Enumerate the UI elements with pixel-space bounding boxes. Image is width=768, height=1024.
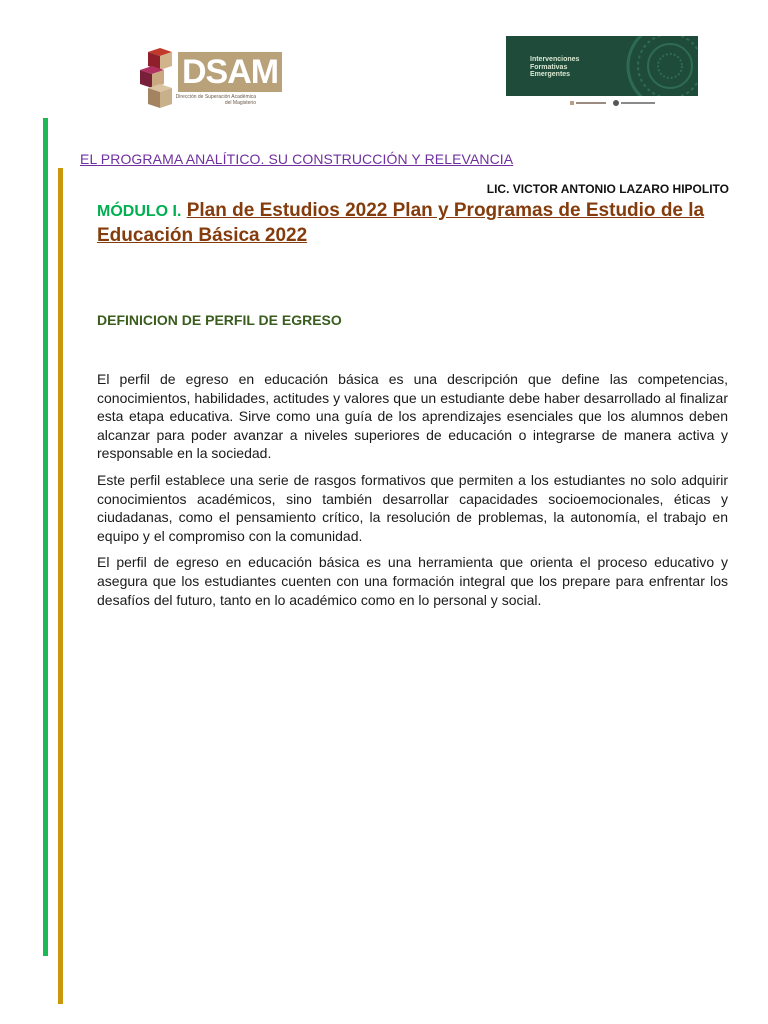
body-text — [97, 370, 728, 617]
document-title: EL PROGRAMA ANALÍTICO. SU CONSTRUCCIÓN Y RELEVANCIA — [80, 151, 514, 167]
paragraph: Este perfil establece una serie de rasgos formativos que permiten a los estudiantes no solo adquirir conocimientos académicos, sino también desarrollar capacidades socioemocionales, éticas y ciudadanas, como el pensamiento crítico, la resolución de problemas, la autonomía, el trabajo en equipo y el compromiso con la comunidad. — [97, 471, 728, 544]
module-name: Plan de Estudios 2022 Plan y Programas de Estudio de la Educación Básica 2022 — [97, 200, 705, 246]
sponsor-logos-icon — [570, 99, 662, 107]
dsam-logo — [138, 48, 279, 110]
section-heading: DEFINICION DE PERFIL DE EGRESO — [97, 312, 342, 328]
author-name: LIC. VICTOR ANTONIO LAZARO HIPOLITO — [486, 182, 729, 196]
ornament-circle-icon — [624, 36, 698, 96]
banner-text: Intervenciones Formativas Emergentes — [530, 56, 580, 78]
left-accent-bar-gold — [58, 168, 63, 1004]
module-label: MÓDULO I. — [97, 203, 182, 220]
paragraph: El perfil de egreso en educación básica es una herramienta que orienta el proceso educativo y asegura que los estudiantes cuenten con una formación integral que los prepare para enfrentar los desafíos del futuro, tanto en lo académico como en lo personal y social. — [97, 554, 728, 608]
paragraph: El perfil de egreso en educación básica es una descripción que define las competencias, conocimientos, habilidades, actitudes y valores que un estudiante debe haber desarrollado al finalizar esta etapa educativa. Sirve como una guía de los aprendizajes esenciales que los alumnos deben alcanzar para poder avanzar a niveles superiores de educación o integrarse de manera activa y responsable en la sociedad. — [97, 371, 728, 462]
module-heading — [97, 199, 737, 248]
dsam-subtitle: Dirección de Superación Académica del Magisterio — [175, 94, 256, 106]
dsam-wordmark: DSAM — [178, 52, 282, 92]
left-accent-bar-green — [43, 118, 48, 956]
intervenciones-banner — [506, 36, 698, 96]
